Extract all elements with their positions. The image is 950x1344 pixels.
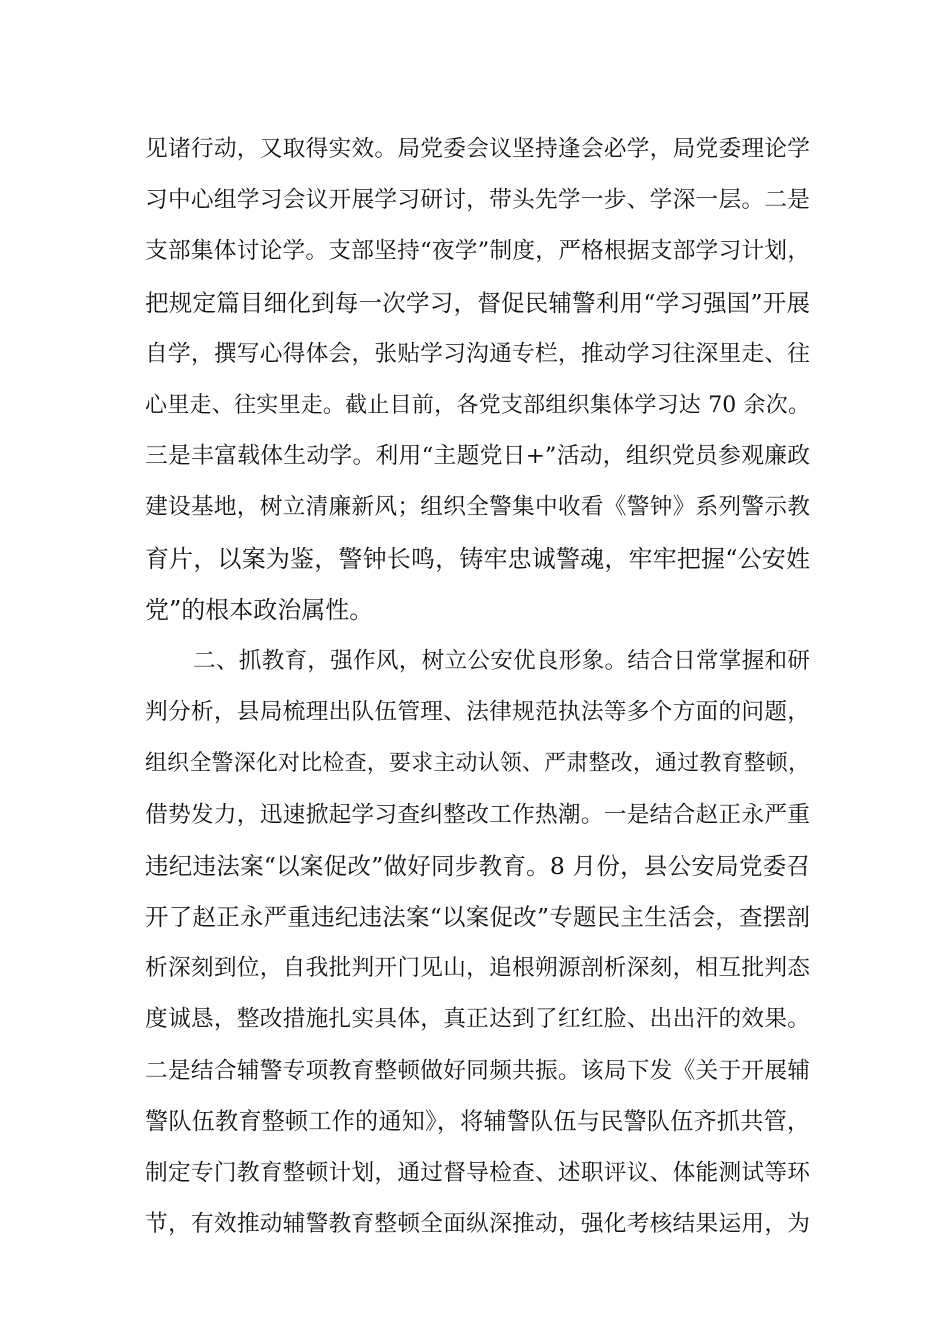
paragraph-line: 开了赵正永严重违纪违法案“以案促改”专题民主生活会，查摆剖 (145, 902, 810, 931)
paragraph-line: 支部集体讨论学。支部坚持“夜学”制度，严格根据支部学习计划， (145, 238, 810, 265)
paragraph-line: 自学，撰写心得体会，张贴学习沟通专栏，推动学习往深里走、往 (145, 340, 810, 367)
paragraph-line: 把规定篇目细化到每一次学习，督促民辅警利用“学习强国”开展 (145, 288, 810, 317)
paragraph-line: 判分析，县局梳理出队伍管理、法律规范执法等多个方面的问题， (145, 699, 810, 726)
paragraph-line: 建设基地，树立清廉新风；组织全警集中收看《警钟》系列警示教 (145, 494, 810, 521)
paragraph-line: 习中心组学习会议开展学习研讨，带头先学一步、学深一层。二是 (145, 187, 810, 214)
paragraph-line: 违纪违法案“以案促改”做好同步教育。8 月份，县公安局党委召 (145, 851, 810, 880)
paragraph-line: 制定专门教育整顿计划，通过督导检查、述职评议、体能测试等环 (145, 1159, 810, 1186)
paragraph-line: 党”的根本政治属性。 (145, 595, 374, 624)
paragraph-line: 心里走、往实里走。截止目前，各党支部组织集体学习达 70 余次。 (145, 392, 810, 418)
paragraph-line: 育片，以案为鉴，警钟长鸣，铸牢忠诚警魂，牢牢把握“公安姓 (145, 544, 810, 573)
paragraph-line: 借势发力，迅速掀起学习查纠整改工作热潮。一是结合赵正永严重 (145, 801, 810, 828)
paragraph-line: 二、抓教育，强作风，树立公安优良形象。结合日常掌握和研 (193, 648, 810, 674)
paragraph-line: 三是丰富载体生动学。利用“主题党日+”活动，组织党员参观廉政 (145, 443, 810, 470)
paragraph-1 (145, 124, 810, 636)
paragraph-2 (145, 636, 810, 1250)
paragraph-line: 析深刻到位，自我批判开门见山，追根朔源剖析深刻，相互批判态 (145, 955, 810, 982)
paragraph-line: 见诸行动，又取得实效。局党委会议坚持逢会必学，局党委理论学 (145, 136, 810, 162)
paragraph-line: 度诚恳，整改措施扎实具体，真正达到了红红脸、出出汗的效果。 (145, 1006, 810, 1033)
paragraph-line: 组织全警深化对比检查，要求主动认领、严肃整改，通过教育整顿， (145, 751, 810, 777)
paragraph-line: 警队伍教育整顿工作的通知》，将辅警队伍与民警队伍齐抓共管， (145, 1108, 810, 1135)
paragraph-line: 二是结合辅警专项教育整顿做好同频共振。该局下发《关于开展辅 (145, 1057, 810, 1084)
paragraph-line: 节，有效推动辅警教育整顿全面纵深推动，强化考核结果运用，为 (145, 1211, 810, 1238)
